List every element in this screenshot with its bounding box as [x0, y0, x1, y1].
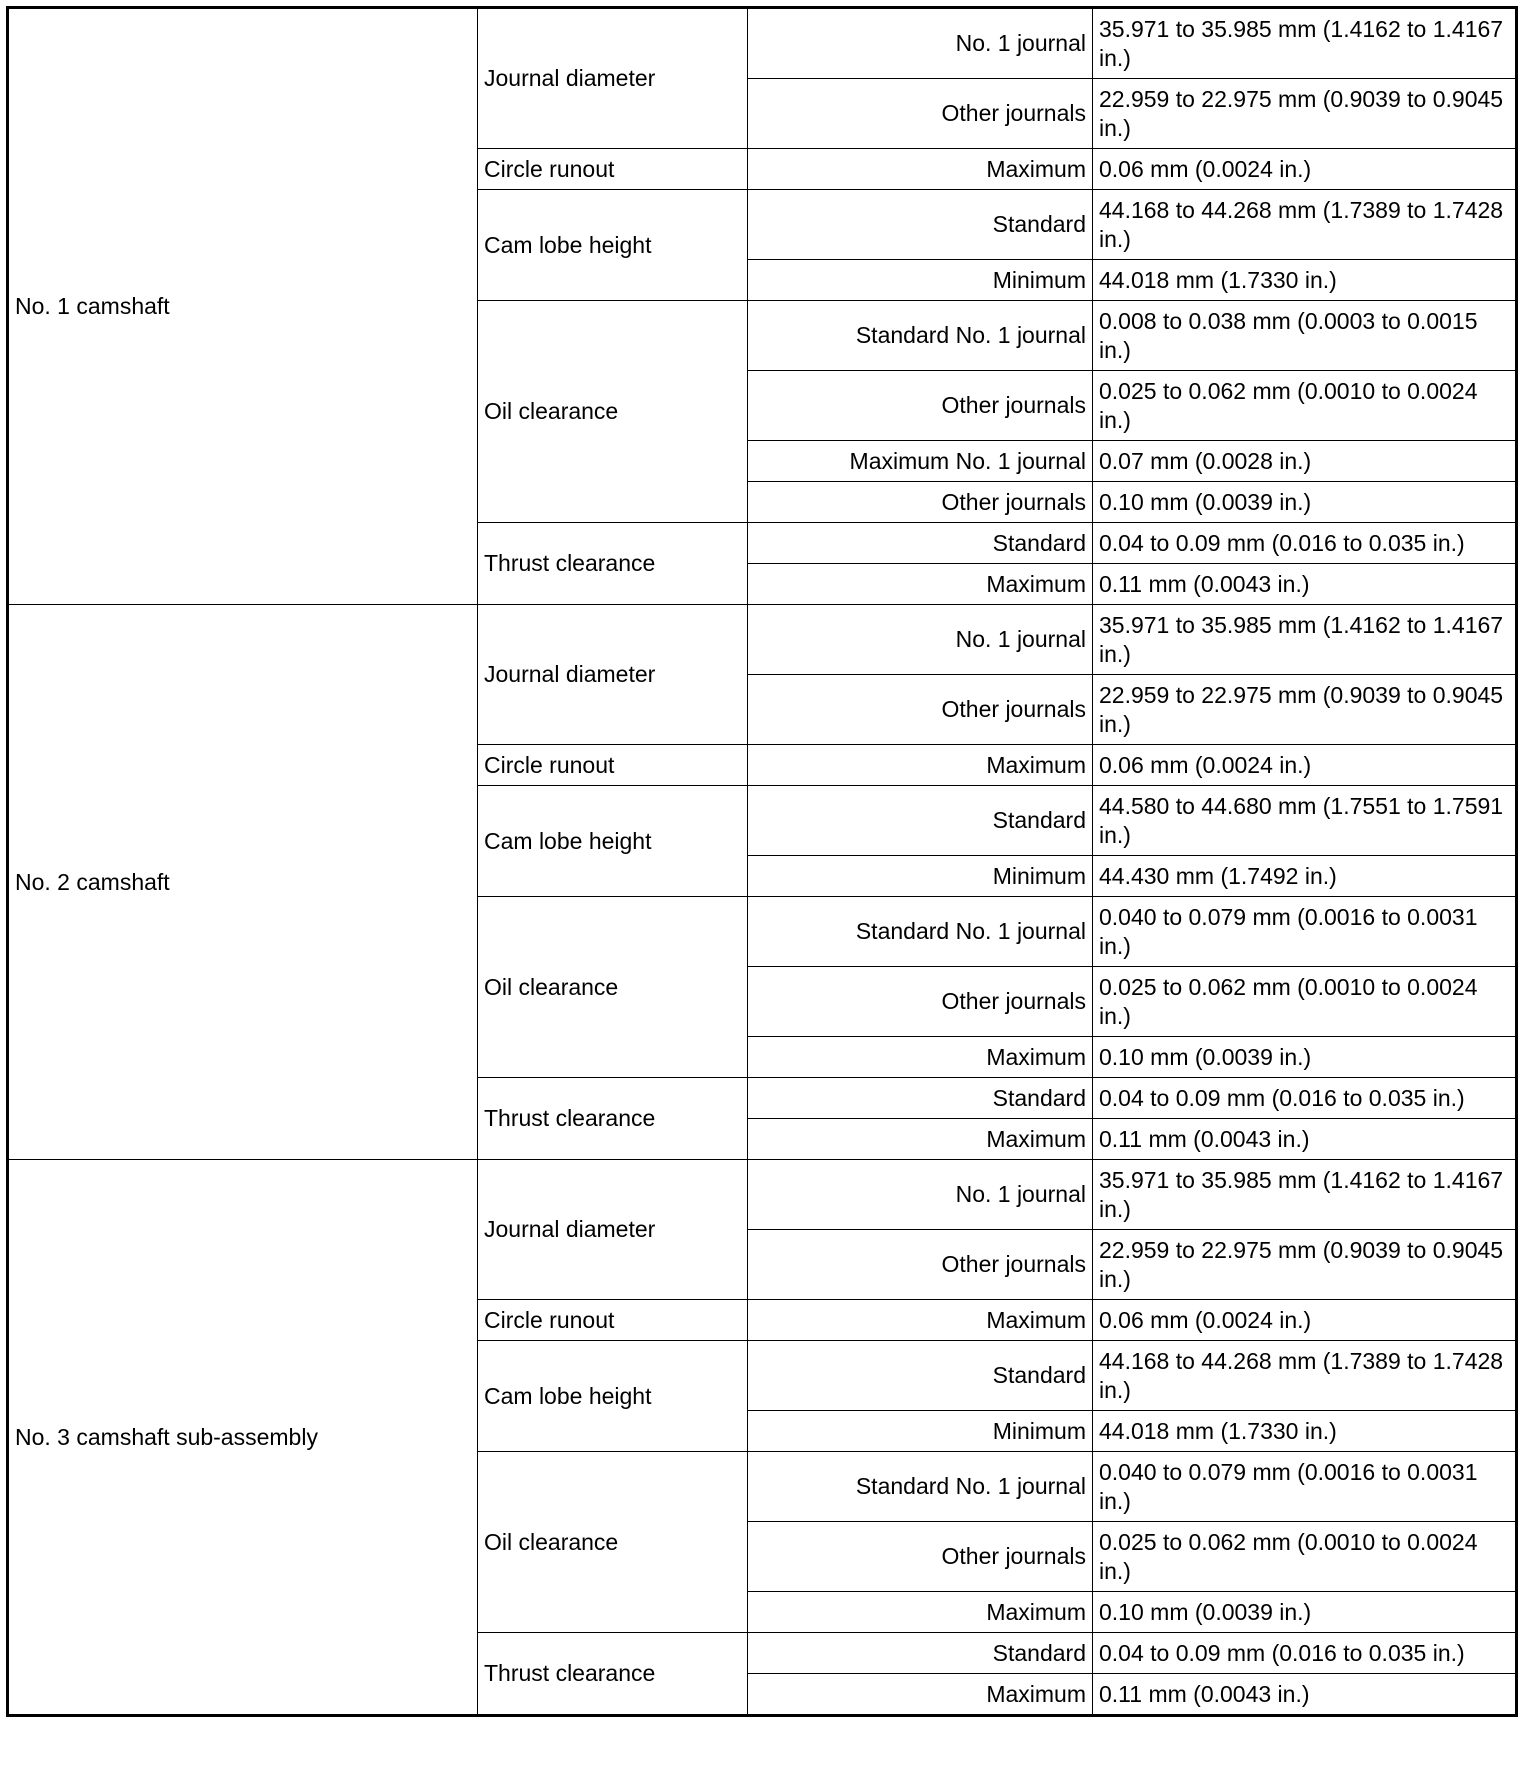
camshaft-spec-table-body	[8, 8, 1517, 1716]
condition-cell: Other journals	[748, 482, 1093, 523]
condition-cell: No. 1 journal	[748, 1160, 1093, 1230]
item-name-circle-runout: Circle runout	[478, 745, 748, 786]
spec-value-cell: 0.11 mm (0.0043 in.)	[1093, 564, 1517, 605]
condition-cell: Standard	[748, 786, 1093, 856]
spec-value-cell: 0.025 to 0.062 mm (0.0010 to 0.0024 in.)	[1093, 967, 1517, 1037]
condition-cell: Other journals	[748, 675, 1093, 745]
spec-value-cell: 35.971 to 35.985 mm (1.4162 to 1.4167 in.)	[1093, 1160, 1517, 1230]
condition-cell: Standard	[748, 1341, 1093, 1411]
condition-cell: No. 1 journal	[748, 605, 1093, 675]
spec-value-cell: 0.10 mm (0.0039 in.)	[1093, 1592, 1517, 1633]
spec-value-cell: 44.580 to 44.680 mm (1.7551 to 1.7591 in.)	[1093, 786, 1517, 856]
spec-value-cell: 44.168 to 44.268 mm (1.7389 to 1.7428 in.)	[1093, 1341, 1517, 1411]
camshaft-spec-table	[6, 6, 1518, 1717]
condition-cell: Standard	[748, 1078, 1093, 1119]
spec-value-cell: 35.971 to 35.985 mm (1.4162 to 1.4167 in.)	[1093, 8, 1517, 79]
spec-value-cell: 0.10 mm (0.0039 in.)	[1093, 1037, 1517, 1078]
condition-cell: Maximum	[748, 1119, 1093, 1160]
spec-value-cell: 0.04 to 0.09 mm (0.016 to 0.035 in.)	[1093, 1633, 1517, 1674]
item-name-circle-runout: Circle runout	[478, 149, 748, 190]
spec-value-cell: 44.430 mm (1.7492 in.)	[1093, 856, 1517, 897]
item-name-journal-diameter: Journal diameter	[478, 1160, 748, 1300]
item-name-cam-lobe-height: Cam lobe height	[478, 786, 748, 897]
spec-value-cell: 35.971 to 35.985 mm (1.4162 to 1.4167 in.)	[1093, 605, 1517, 675]
spec-value-cell: 0.07 mm (0.0028 in.)	[1093, 441, 1517, 482]
spec-value-cell: 0.11 mm (0.0043 in.)	[1093, 1119, 1517, 1160]
component-name-no-1-camshaft: No. 1 camshaft	[8, 8, 478, 605]
condition-cell: No. 1 journal	[748, 8, 1093, 79]
item-name-thrust-clearance: Thrust clearance	[478, 1633, 748, 1716]
item-name-thrust-clearance: Thrust clearance	[478, 1078, 748, 1160]
condition-cell: Maximum	[748, 745, 1093, 786]
item-name-thrust-clearance: Thrust clearance	[478, 523, 748, 605]
spec-value-cell: 0.11 mm (0.0043 in.)	[1093, 1674, 1517, 1716]
condition-cell: Minimum	[748, 856, 1093, 897]
condition-cell: Other journals	[748, 1522, 1093, 1592]
condition-cell: Standard	[748, 1633, 1093, 1674]
spec-value-cell: 22.959 to 22.975 mm (0.9039 to 0.9045 in.)	[1093, 1230, 1517, 1300]
spec-row	[8, 8, 1517, 79]
condition-cell: Maximum	[748, 1037, 1093, 1078]
condition-cell: Standard No. 1 journal	[748, 1452, 1093, 1522]
spec-value-cell: 44.018 mm (1.7330 in.)	[1093, 1411, 1517, 1452]
component-name-no-2-camshaft: No. 2 camshaft	[8, 605, 478, 1160]
condition-cell: Other journals	[748, 371, 1093, 441]
item-name-circle-runout: Circle runout	[478, 1300, 748, 1341]
spec-value-cell: 0.06 mm (0.0024 in.)	[1093, 149, 1517, 190]
spec-value-cell: 44.018 mm (1.7330 in.)	[1093, 260, 1517, 301]
spec-value-cell: 22.959 to 22.975 mm (0.9039 to 0.9045 in.)	[1093, 79, 1517, 149]
condition-cell: Standard No. 1 journal	[748, 301, 1093, 371]
spec-value-cell: 0.025 to 0.062 mm (0.0010 to 0.0024 in.)	[1093, 371, 1517, 441]
spec-value-cell: 0.06 mm (0.0024 in.)	[1093, 745, 1517, 786]
spec-value-cell: 22.959 to 22.975 mm (0.9039 to 0.9045 in.)	[1093, 675, 1517, 745]
condition-cell: Maximum No. 1 journal	[748, 441, 1093, 482]
spec-value-cell: 0.04 to 0.09 mm (0.016 to 0.035 in.)	[1093, 523, 1517, 564]
spec-value-cell: 0.040 to 0.079 mm (0.0016 to 0.0031 in.)	[1093, 1452, 1517, 1522]
spec-value-cell: 0.008 to 0.038 mm (0.0003 to 0.0015 in.)	[1093, 301, 1517, 371]
component-name-no-3-camshaft-sub-assembly: No. 3 camshaft sub-assembly	[8, 1160, 478, 1716]
spec-value-cell: 0.040 to 0.079 mm (0.0016 to 0.0031 in.)	[1093, 897, 1517, 967]
condition-cell: Maximum	[748, 1300, 1093, 1341]
condition-cell: Maximum	[748, 149, 1093, 190]
condition-cell: Standard No. 1 journal	[748, 897, 1093, 967]
spec-value-cell: 44.168 to 44.268 mm (1.7389 to 1.7428 in.)	[1093, 190, 1517, 260]
item-name-journal-diameter: Journal diameter	[478, 605, 748, 745]
item-name-cam-lobe-height: Cam lobe height	[478, 1341, 748, 1452]
item-name-oil-clearance: Oil clearance	[478, 301, 748, 523]
condition-cell: Other journals	[748, 79, 1093, 149]
condition-cell: Standard	[748, 523, 1093, 564]
condition-cell: Other journals	[748, 967, 1093, 1037]
condition-cell: Maximum	[748, 1592, 1093, 1633]
condition-cell: Minimum	[748, 1411, 1093, 1452]
condition-cell: Minimum	[748, 260, 1093, 301]
spec-row	[8, 605, 1517, 675]
condition-cell: Maximum	[748, 564, 1093, 605]
item-name-oil-clearance: Oil clearance	[478, 897, 748, 1078]
condition-cell: Other journals	[748, 1230, 1093, 1300]
condition-cell: Standard	[748, 190, 1093, 260]
spec-row	[8, 1160, 1517, 1230]
item-name-oil-clearance: Oil clearance	[478, 1452, 748, 1633]
spec-value-cell: 0.04 to 0.09 mm (0.016 to 0.035 in.)	[1093, 1078, 1517, 1119]
item-name-journal-diameter: Journal diameter	[478, 8, 748, 149]
spec-value-cell: 0.10 mm (0.0039 in.)	[1093, 482, 1517, 523]
spec-value-cell: 0.025 to 0.062 mm (0.0010 to 0.0024 in.)	[1093, 1522, 1517, 1592]
spec-value-cell: 0.06 mm (0.0024 in.)	[1093, 1300, 1517, 1341]
condition-cell: Maximum	[748, 1674, 1093, 1716]
item-name-cam-lobe-height: Cam lobe height	[478, 190, 748, 301]
